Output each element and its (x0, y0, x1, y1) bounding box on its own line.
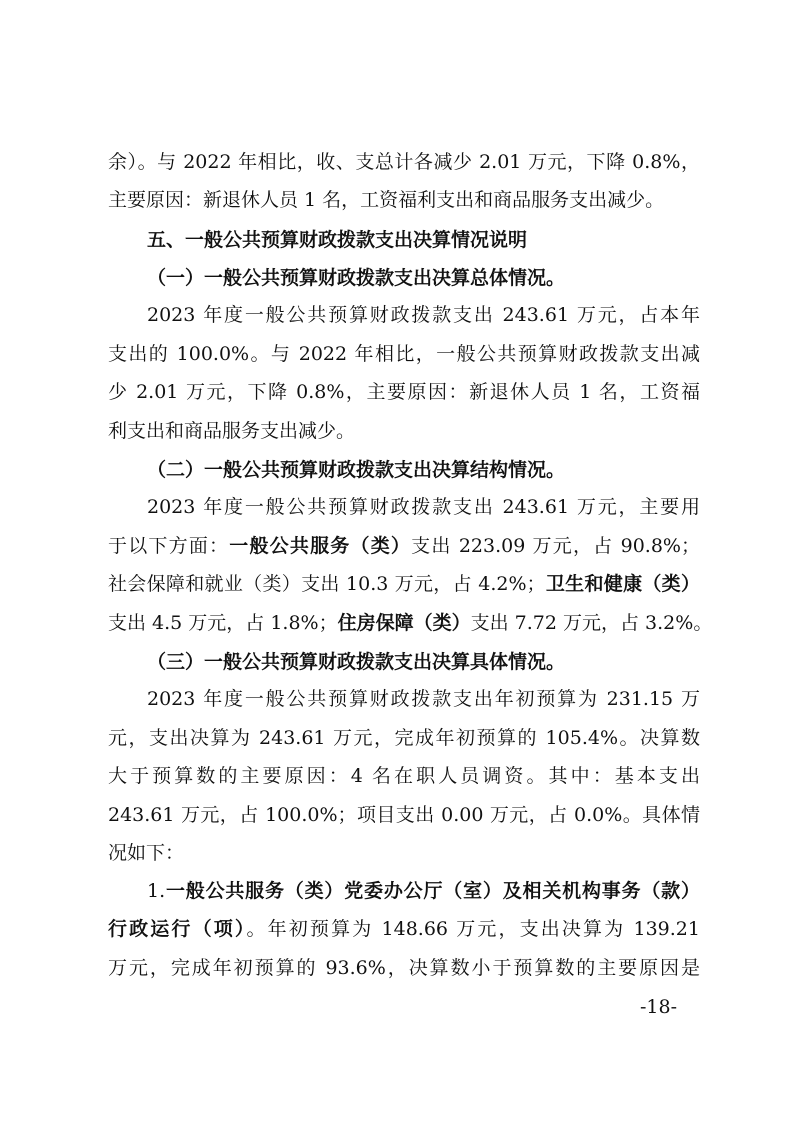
text-segment: 支出 4.5 万元，占 1.8%； (108, 612, 338, 634)
bold-category: 行政运行（项） (108, 918, 247, 940)
bold-category: 卫生和健康（类） (545, 573, 700, 595)
text-segment: 。年初预算为 148.66 万元，支出决算为 139.21 (246, 918, 700, 940)
section-heading: 五、一般公共预算财政拨款支出决算情况说明 (147, 229, 528, 251)
subsection-heading: （一）一般公共预算财政拨款支出决算总体情况。 (147, 267, 566, 289)
bold-category: 一般公共服务（类）党委办公厅（室）及相关机构事务（款） (165, 880, 700, 902)
text-line: 支出的 100.0%。与 2022 年相比，一般公共预算财政拨款支出减 (108, 343, 700, 365)
text-line: 2023 年度一般公共预算财政拨款支出 243.61 万元，主要用 (147, 496, 700, 518)
page-number: -18- (640, 996, 678, 1018)
text-line: 2023 年度一般公共预算财政拨款支出年初预算为 231.15 万 (147, 688, 700, 710)
text-line: 2023 年度一般公共预算财政拨款支出 243.61 万元，占本年 (147, 304, 700, 326)
text-segment: 社会保障和就业（类）支出 10.3 万元，占 4.2%； (108, 573, 546, 595)
text-line (147, 876, 700, 906)
text-line: 况如下： (108, 842, 185, 864)
text-line (108, 569, 700, 599)
text-line: 主要原因：新退休人员 1 名，工资福利支出和商品服务支出减少。 (108, 189, 665, 211)
text-line: 万元，完成年初预算的 93.6%，决算数小于预算数的主要原因是 (108, 957, 700, 979)
text-segment: 支出 7.72 万元，占 3.2%。 (470, 612, 713, 634)
subsection-heading: （二）一般公共预算财政拨款支出决算结构情况。 (147, 459, 566, 481)
bold-category: 住房保障（类） (337, 612, 471, 634)
text-line: 少 2.01 万元，下降 0.8%，主要原因：新退休人员 1 名，工资福 (108, 381, 700, 403)
text-line: 243.61 万元，占 100.0%；项目支出 0.00 万元，占 0.0%。具体情 (108, 804, 700, 826)
text-line: 余）。与 2022 年相比，收、支总计各减少 2.01 万元，下降 0.8%， (108, 151, 700, 173)
text-segment: 1. (147, 880, 166, 902)
text-line (108, 531, 700, 561)
text-line: 大于预算数的主要原因：4 名在职人员调资。其中：基本支出 (108, 765, 700, 787)
text-line: 利支出和商品服务支出减少。 (108, 420, 356, 442)
text-line: 元，支出决算为 243.61 万元，完成年初预算的 105.4%。决算数 (108, 727, 700, 749)
text-segment: 支出 223.09 万元，占 90.8%； (411, 535, 700, 557)
text-line (108, 914, 700, 944)
text-segment: 于以下方面： (108, 535, 230, 557)
bold-category: 一般公共服务（类） (229, 535, 412, 557)
text-line (108, 608, 713, 638)
subsection-heading: （三）一般公共预算财政拨款支出决算具体情况。 (147, 651, 566, 673)
